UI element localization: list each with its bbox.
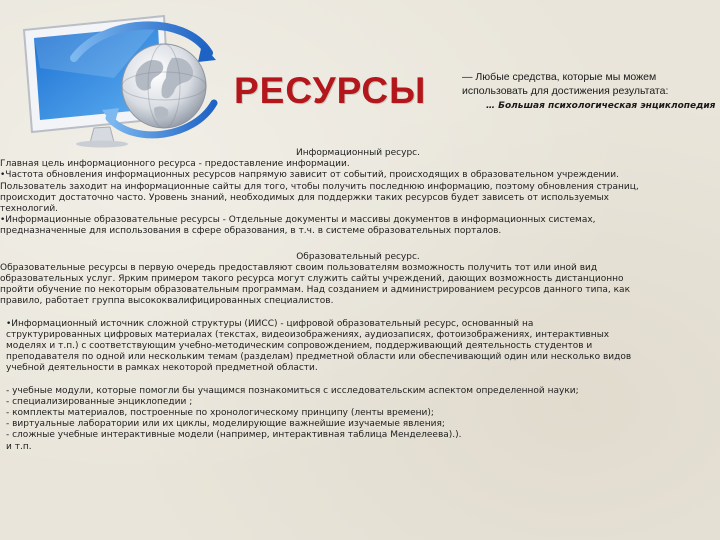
- text-line: Главная цель информационного ресурса - предоставление информации.: [0, 159, 350, 170]
- quote-source: … Большая психологическая энциклопедия: [486, 101, 716, 111]
- text-line: структурированных цифровых материалах (текстах, видеоизображениях, аудиозаписях, фотоизображениях, интерактивных: [6, 329, 610, 340]
- text-line: происходит достаточно часто. Уровень знаний, необходимых для поддержки таких ресурсов будет зависеть от используемых: [0, 192, 609, 203]
- text-line: предназначенные для использования в сфере образования, в т.ч. в системе образовательных порталов.: [0, 226, 502, 237]
- section-heading-edu-resource: Образовательный ресурс.: [296, 251, 420, 262]
- page-title: РЕСУРСЫ: [234, 70, 427, 111]
- quote-text: — Любые средства, которые мы можем использовать для достижения результата:: [462, 71, 669, 97]
- text-line: технологий.: [0, 204, 59, 215]
- text-line: образовательных услуг. Ярким примером такого ресурса могут служить сайты учреждений, дающих возможность дистанционно: [0, 274, 624, 285]
- resource-list: [0, 386, 716, 453]
- text-line: •Информационные образовательные ресурсы - Отдельные документы и массивы документов в информационных системах,: [0, 215, 596, 226]
- text-line: правило, работает группа высококвалифицированных специалистов.: [0, 296, 334, 307]
- text-line: •Информационный источник сложной структуры (ИИСС) - цифровой образовательный ресурс, основанный на: [6, 318, 534, 329]
- content-body: [0, 148, 716, 453]
- list-item: - специализированные энциклопедии ;: [6, 396, 193, 407]
- list-item: - учебные модули, которые помогли бы учащимся познакомиться с исследовательским аспектом определенной науки;: [6, 385, 579, 396]
- text-line: учебной деятельности в рамках некоторой предметной области.: [6, 363, 318, 374]
- list-item: - виртуальные лаборатории или их циклы, моделирующие важнейшие изучаемые явления;: [6, 419, 445, 430]
- section-heading-info-resource: Информационный ресурс.: [296, 148, 420, 158]
- text-line: Пользователь заходит на информационные сайты для того, чтобы получить последнюю информацию, поэтому обновления страниц,: [0, 181, 639, 192]
- text-line: моделях и т.п.) с соответствующим учебно-методическим сопровождением, поддерживающий деятельность студентов и: [6, 341, 593, 352]
- text-line: преподавателя по одной или нескольким темам (разделам) предметной области или обеспечивающий один или несколько видов: [6, 352, 632, 363]
- text-line: Образовательные ресурсы в первую очередь предоставляют своим пользователям возможность получить тот или иной вид: [0, 262, 598, 273]
- list-item: - комплекты материалов, построенные по хронологическому принципу (ленты времени);: [6, 408, 434, 419]
- text-line: •Частота обновления информационных ресурсов напрямую зависит от событий, происходящих в образовательном учреждении.: [0, 170, 619, 181]
- text-line: пройти обучение по некоторым образовательным программам. Над созданием и администрированием ресурсов данного типа, как: [0, 285, 631, 296]
- computer-globe-icon: [14, 8, 224, 148]
- list-item: и т.п.: [6, 441, 32, 452]
- list-item: - сложные учебные интерактивные модели (например, интерактивная таблица Менделеева).).: [6, 430, 462, 441]
